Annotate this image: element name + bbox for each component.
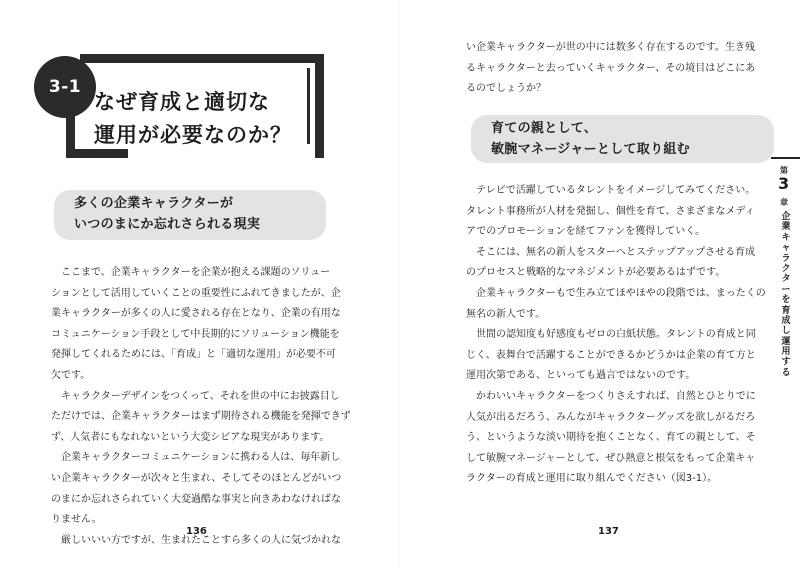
section-number-badge	[34, 56, 96, 118]
chapter-title-char: 成	[781, 315, 791, 326]
chapter-title-char: 用	[781, 347, 791, 358]
text-line: う、というような淡い期待を抱くことなく、育ての親として、そ	[466, 432, 756, 444]
text-line: りません。	[51, 514, 102, 526]
page-number-right: 137	[598, 526, 619, 537]
subheading-line: 敏腕マネージャーとして取り組む	[491, 142, 690, 157]
text-line: 運用次第である、といっても過言ではないのです。	[466, 370, 696, 382]
text-line: かわいいキャラクターをつくりさえすれば、自然とひとりでに	[466, 390, 756, 402]
chapter-title-char: ャ	[781, 243, 791, 254]
text-line: アでのプロモーションを経てファンを獲得していく。	[466, 226, 706, 238]
text-line: テレビで活躍しているタレントをイメージしてみてください。	[466, 185, 756, 196]
chapter-prefix: 第	[780, 166, 788, 175]
text-line: コミュニケーション手段として中長期的にソリューション機能を	[51, 328, 340, 340]
chapter-title-char: ー	[781, 284, 791, 295]
subheading-box	[471, 115, 774, 163]
title-line: 運用が必要なのか？	[94, 123, 292, 147]
chapter-tab-rule	[771, 157, 800, 159]
text-line: じく、表舞台で活躍することができるかどうかは企業の育て方と	[466, 349, 756, 361]
chapter-title-char: 運	[781, 336, 791, 347]
right-intro-text	[466, 38, 766, 100]
page-gutter	[399, 0, 401, 567]
chapter-title-char: す	[781, 357, 791, 368]
text-line: 世間の認知度も好感度もゼロの白紙状態。タレントの育成と同	[466, 329, 756, 341]
text-line: 無名の新人です。	[466, 308, 546, 320]
text-line: ラクターの育成と運用に取り組んでください（図3-1）。	[466, 473, 718, 485]
subheading-line: いつのまにか忘れさられる現実	[74, 217, 261, 232]
text-line: ションとして活用していくことの重要性にふれてきましたが、企	[51, 287, 341, 299]
left-body-text	[51, 263, 351, 551]
section-title	[94, 86, 310, 152]
text-line: 人気が出るだろう、みんながキャラクターグッズを欲しがるだろ	[466, 411, 756, 423]
text-line: 企業キャラクターコミュニケーションに携わる人は、毎年新し	[51, 452, 341, 464]
chapter-number: 3	[778, 174, 790, 193]
chapter-title-char: し	[781, 326, 791, 337]
text-line: して敏腕マネージャーとして、ぜひ熱意と根気をもって企業キャ	[466, 452, 756, 464]
right-body-text	[466, 181, 766, 490]
text-line: ここまで、企業キャラクターを企業が抱える課題のソリュー	[51, 267, 331, 278]
text-line: 欠です。	[51, 369, 91, 381]
chapter-title-char: を	[781, 295, 791, 306]
chapter-title-char: ラ	[781, 253, 791, 264]
chapter-title-vertical	[779, 212, 793, 378]
subheading-line: 多くの企業キャラクターが	[74, 196, 234, 211]
text-line: 業キャラクターが多くの人に愛される存在となり、企業の有用な	[51, 308, 341, 320]
text-line: い企業キャラクターが世の中には数多く存在するのです。生き残	[466, 42, 755, 53]
subheading-line: 育ての親として、	[491, 121, 598, 136]
chapter-title-char: ク	[781, 263, 791, 274]
text-line: るキャラクターと去っていくキャラクター、その境目はどこにあ	[466, 62, 756, 74]
chapter-title-char: 企	[781, 212, 791, 222]
text-line: キャラクターデザインをつくって、それを世の中にお披露目し	[51, 390, 340, 402]
chapter-suffix: 章	[780, 198, 788, 207]
text-line: い企業キャラクターが次々と生まれ、そしてそのほとんどがいつ	[51, 472, 342, 484]
chapter-title-char: る	[781, 367, 791, 378]
text-line: 企業キャラクターもで生み立てほやほやの段階では、まったくの	[466, 287, 766, 299]
section-number: 3-1	[48, 77, 82, 97]
subheading-box	[54, 190, 326, 240]
chapter-title-char: 育	[781, 305, 791, 316]
chapter-title-char: キ	[781, 232, 791, 243]
text-line: ず、人気者にもなれないという大変シビアな現実があります。	[51, 431, 330, 443]
text-line: のまにか忘れさられていく大変過酷な事実と向きあわなければな	[51, 493, 341, 505]
text-line: 厳しいいい方ですが、生まれたことすら多くの人に気づかれな	[51, 534, 341, 546]
chapter-title-char: タ	[781, 274, 791, 285]
page-number-left: 136	[186, 526, 207, 537]
text-line: のプロセスと戦略的なマネジメントが必要あるはずです。	[466, 267, 726, 279]
text-line: タレント事務所が人材を発掘し、個性を育て、さまざまなメディ	[466, 205, 755, 217]
chapter-title-char: 業	[781, 222, 791, 233]
text-line: るのでしょうか？	[466, 83, 546, 95]
title-line: なぜ育成と適切な	[94, 90, 270, 114]
text-line: そこには、無名の新人をスターへとステップアップさせる育成	[466, 246, 756, 258]
text-line: 発揮してくれるためには、「育成」と「適切な運用」が必要不可	[51, 349, 336, 361]
text-line: ただけでは、企業キャラクターはまず期待される機能を発揮できず	[51, 411, 351, 423]
